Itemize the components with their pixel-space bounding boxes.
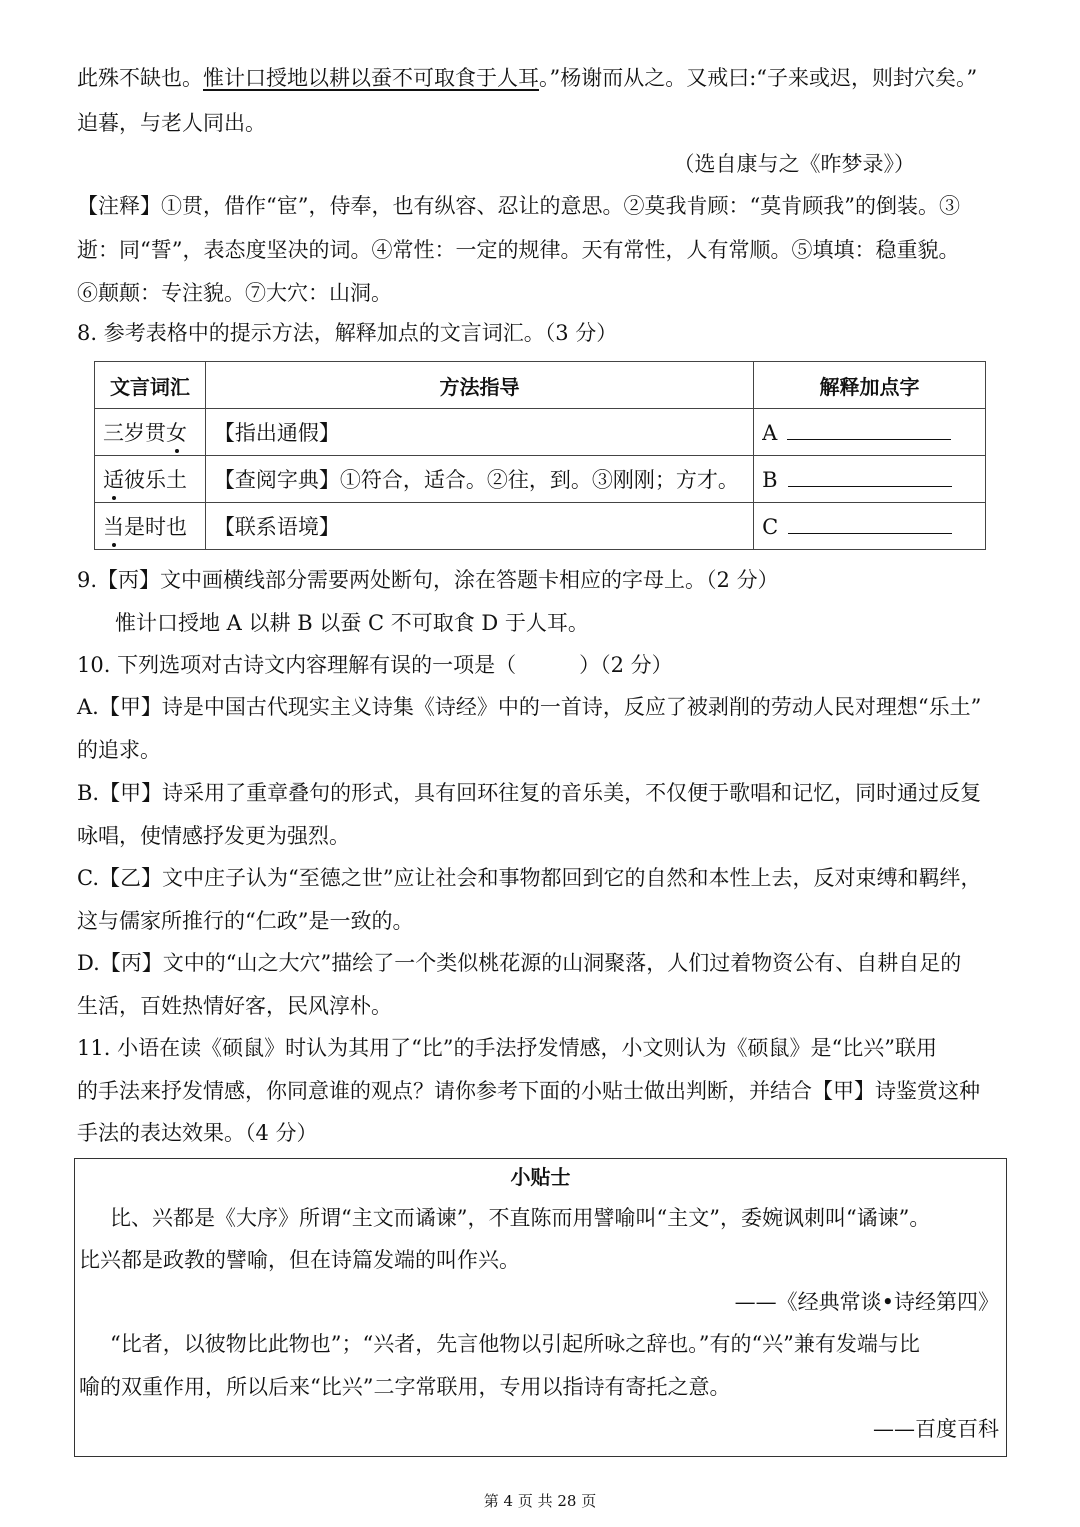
vocab-cell bbox=[95, 409, 206, 456]
underlined-sentence: 惟计口授地以耕以蚕不可取食于人耳 bbox=[203, 66, 539, 90]
answer-blank[interactable] bbox=[788, 513, 952, 534]
passage-source: （选自康与之《昨梦录》） bbox=[673, 152, 915, 176]
dotted-char: 当 bbox=[103, 511, 124, 541]
tips-source-1: ——《经典常谈•诗经第四》 bbox=[734, 1290, 999, 1314]
dotted-char: 女 bbox=[166, 417, 187, 447]
vocab-cell bbox=[95, 456, 206, 503]
answer-cell bbox=[754, 409, 986, 456]
q10-option-d-cont: 生活，百姓热情好客，民风淳朴。 bbox=[77, 994, 392, 1018]
q10-option-d: D.【丙】文中的“山之大穴”描绘了一个类似桃花源的山洞聚落，人们过着物资公有、自耕自足的 bbox=[77, 951, 962, 975]
q10-option-a: A.【甲】诗是中国古代现实主义诗集《诗经》中的一首诗，反应了被剥削的劳动人民对理想“乐土” bbox=[77, 695, 982, 719]
method-cell: 【联系语境】 bbox=[205, 503, 753, 550]
table-header-row bbox=[95, 362, 986, 409]
vocab-text: 三岁贯 bbox=[103, 421, 166, 445]
answer-cell bbox=[754, 503, 986, 550]
vocab-cell bbox=[95, 503, 206, 550]
passage-text: 此殊不缺也。 bbox=[77, 66, 203, 90]
q9-prompt: 9.【丙】文中画横线部分需要两处断句，涂在答题卡相应的字母上。（2 分） bbox=[77, 568, 779, 592]
notes-line-2: 逝：同“誓”，表态度坚决的词。④常性：一定的规律。天有常性，人有常顺。⑤填填：稳重貌。 bbox=[77, 238, 960, 262]
q10-option-a-cont: 的追求。 bbox=[77, 738, 161, 762]
passage-line-2: 迫暮，与老人同出。 bbox=[77, 111, 266, 135]
page-footer: 第 4 页 共 28 页 bbox=[483, 1492, 597, 1510]
q11-line-1: 11. 小语在读《硕鼠》时认为其用了“比”的手法抒发情感，小文则认为《硕鼠》是“比兴”联用 bbox=[77, 1036, 938, 1060]
passage-text: 。”杨谢而从之。又戒曰:“子来或迟，则封穴矣。” bbox=[539, 66, 978, 90]
method-cell: 【查阅字典】①符合，适合。②往，到。③刚刚；方才。 bbox=[205, 456, 753, 503]
tips-para-2-cont: 喻的双重作用，所以后来“比兴”二字常联用，专用以指诗有寄托之意。 bbox=[79, 1375, 731, 1399]
tips-para-1-cont: 比兴都是政教的譬喻，但在诗篇发端的叫作兴。 bbox=[79, 1248, 520, 1272]
notes-line-3: ⑥颠颠：专注貌。⑦大穴：山洞。 bbox=[77, 281, 392, 305]
header-cell: 解释加点字 bbox=[754, 362, 986, 409]
notes-line-1: 【注释】①贯，借作“宦”，侍奉，也有纵容、忍让的意思。②莫我肯顾：“莫肯顾我”的倒装。③ bbox=[77, 194, 960, 218]
dotted-char: 适 bbox=[103, 464, 124, 494]
table-row bbox=[95, 409, 986, 456]
passage-line-1 bbox=[77, 63, 1007, 93]
answer-blank[interactable] bbox=[787, 419, 951, 440]
q10-option-c: C.【乙】文中庄子认为“至德之世”应让社会和事物都回到它的自然和本性上去，反对束缚和羁绊， bbox=[77, 866, 982, 890]
table-row bbox=[95, 456, 986, 503]
q11-line-2: 的手法来抒发情感，你同意谁的观点？请你参考下面的小贴士做出判断，并结合【甲】诗鉴赏这种 bbox=[77, 1079, 980, 1103]
answer-label: A bbox=[762, 421, 778, 445]
answer-label: B bbox=[762, 468, 778, 492]
q10-option-c-cont: 这与儒家所推行的“仁政”是一致的。 bbox=[77, 909, 414, 933]
tips-box bbox=[74, 1158, 1007, 1457]
tips-para-1: 比、兴都是《大序》所谓“主文而谲谏”，不直陈而用譬喻叫“主文”，委婉讽刺叫“谲谏”。 bbox=[89, 1206, 931, 1230]
answer-label: C bbox=[762, 515, 779, 539]
answer-cell bbox=[754, 456, 986, 503]
tips-source-2: ——百度百科 bbox=[873, 1417, 999, 1441]
method-cell: 【指出通假】 bbox=[205, 409, 753, 456]
header-cell: 方法指导 bbox=[205, 362, 753, 409]
table-row bbox=[95, 503, 986, 550]
header-cell: 文言词汇 bbox=[95, 362, 206, 409]
vocab-text: 彼乐土 bbox=[124, 468, 187, 492]
q10-option-b: B.【甲】诗采用了重章叠句的形式，具有回环往复的音乐美，不仅便于歌唱和记忆，同时通过反复 bbox=[77, 781, 982, 805]
tips-title: 小贴士 bbox=[510, 1165, 571, 1189]
vocab-text: 是时也 bbox=[124, 515, 187, 539]
vocab-table bbox=[94, 361, 986, 550]
q11-line-3: 手法的表达效果。（4 分） bbox=[77, 1121, 318, 1145]
q10-option-b-cont: 咏唱，使情感抒发更为强烈。 bbox=[77, 824, 350, 848]
tips-para-2: “比者，以彼物比此物也”；“兴者，先言他物以引起所咏之辞也。”有的“兴”兼有发端与比 bbox=[89, 1332, 920, 1356]
q10-prompt: 10. 下列选项对古诗文内容理解有误的一项是（ ）（2 分） bbox=[77, 653, 673, 677]
q8-prompt: 8. 参考表格中的提示方法，解释加点的文言词汇。（3 分） bbox=[77, 321, 618, 345]
answer-blank[interactable] bbox=[788, 466, 952, 487]
q9-sentence: 惟计口授地 A 以耕 B 以蚕 C 不可取食 D 于人耳。 bbox=[115, 611, 589, 635]
